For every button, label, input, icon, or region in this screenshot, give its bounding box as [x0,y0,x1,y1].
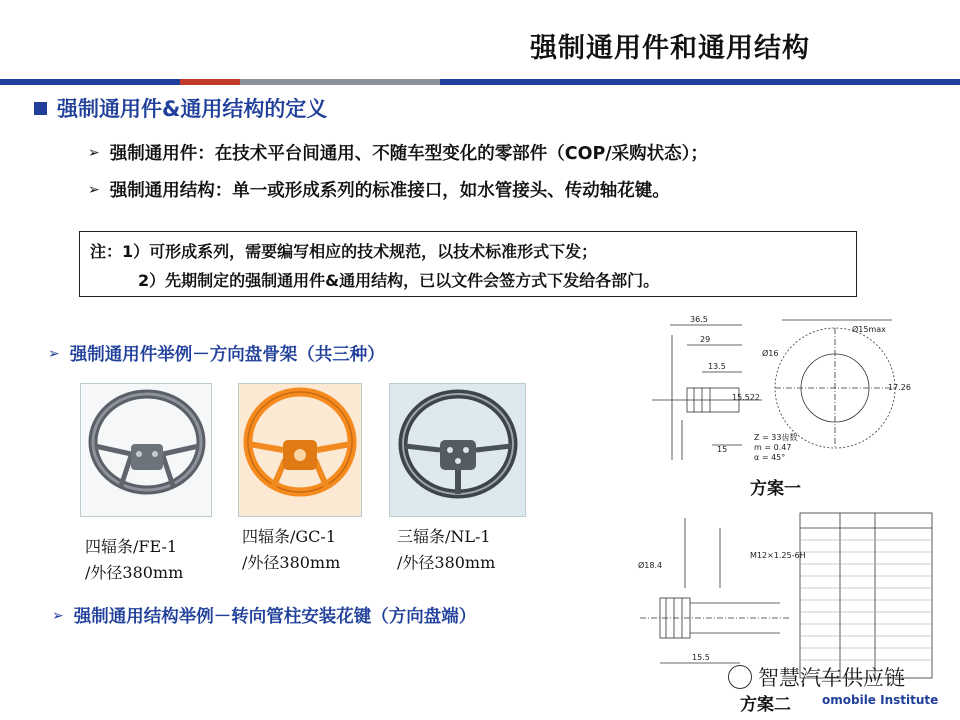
arrow-bullet-icon: ➢ [52,607,64,624]
spline-drawing-1 [612,300,912,475]
dim-15-5: 15.5 [692,653,710,662]
definition-text: 强制通用结构：单一或形成系列的标准接口，如水管接头、传动轴花键。 [109,181,670,201]
dim-thread: M12×1.25-6H [750,551,806,560]
dim-18-4: Ø18.4 [638,561,663,570]
spline-drawing-2 [630,508,940,683]
dim-15-522: 15.522 [732,393,760,402]
dim-17-26: 17.26 [888,383,911,392]
dim-13-5: 13.5 [708,362,726,371]
wheel-image-nl1 [389,383,526,517]
section-heading-text: 强制通用件&通用结构的定义 [57,97,328,121]
wheel-image-gc1 [238,383,362,517]
definition-text: 强制通用件：在技术平台间通用、不随车型变化的零部件（COP/采购状态）； [109,144,708,164]
definition-item [88,177,670,202]
spline-drawing-1-graphic [612,300,912,475]
wheel-image-fe1 [80,383,212,517]
wheel-caption-line: 三辐条/NL-1 [397,527,491,546]
example2-heading-text: 强制通用结构举例－转向管柱安装花键（方向盘端） [73,607,477,627]
spline-drawing-2-graphic [630,508,940,683]
drawing2-label: 方案二 [740,695,791,715]
example2-heading [52,603,476,628]
slide-title: 强制通用件和通用结构 [530,33,810,64]
institute-text: omobile Institute [822,693,939,707]
arrow-bullet-icon: ➢ [48,345,60,362]
arrow-bullet-icon: ➢ [88,144,100,161]
steering-wheel-silver-icon [390,384,525,516]
note-box [79,231,857,297]
note-line: 注：1）可形成系列，需要编写相应的技术规范，以技术标准形式下发； [90,242,598,261]
dim-teeth: Z = 33齿数 [754,433,798,442]
wheel-caption-gc1 [242,524,340,576]
watermark-text: 智慧汽车供应链 [758,666,905,690]
dim-max: Ø15max [852,325,886,334]
arrow-bullet-icon: ➢ [88,181,100,198]
title-rule [0,79,960,85]
dim-36-5: 36.5 [690,315,708,324]
dim-16: Ø16 [762,349,779,358]
dim-15: 15 [717,445,728,454]
drawing1-label: 方案一 [750,479,801,499]
wheel-caption-line: /外径380mm [85,563,184,582]
wheel-caption-nl1 [397,524,495,576]
steering-wheel-orange-icon [239,384,361,516]
note-line: 2）先期制定的强制通用件&通用结构，已以文件会签方式下发给各部门。 [138,271,660,290]
wheel-caption-line: 四辐条/GC-1 [242,527,337,546]
example1-heading [48,341,385,366]
square-bullet-icon [34,102,47,115]
definition-item [88,140,708,165]
wheel-caption-line: /外径380mm [242,553,341,572]
dim-angle: α = 45° [754,453,786,462]
steering-wheel-gray-icon [81,384,211,516]
wechat-icon [728,665,752,689]
dim-29: 29 [700,335,711,344]
watermark [728,662,905,692]
dim-module: m = 0.47 [754,443,792,452]
example1-heading-text: 强制通用件举例－方向盘骨架（共三种） [69,345,385,365]
section-heading [34,93,327,123]
wheel-caption-fe1 [85,534,183,586]
wheel-caption-line: 四辐条/FE-1 [85,537,178,556]
wheel-caption-line: /外径380mm [397,553,496,572]
